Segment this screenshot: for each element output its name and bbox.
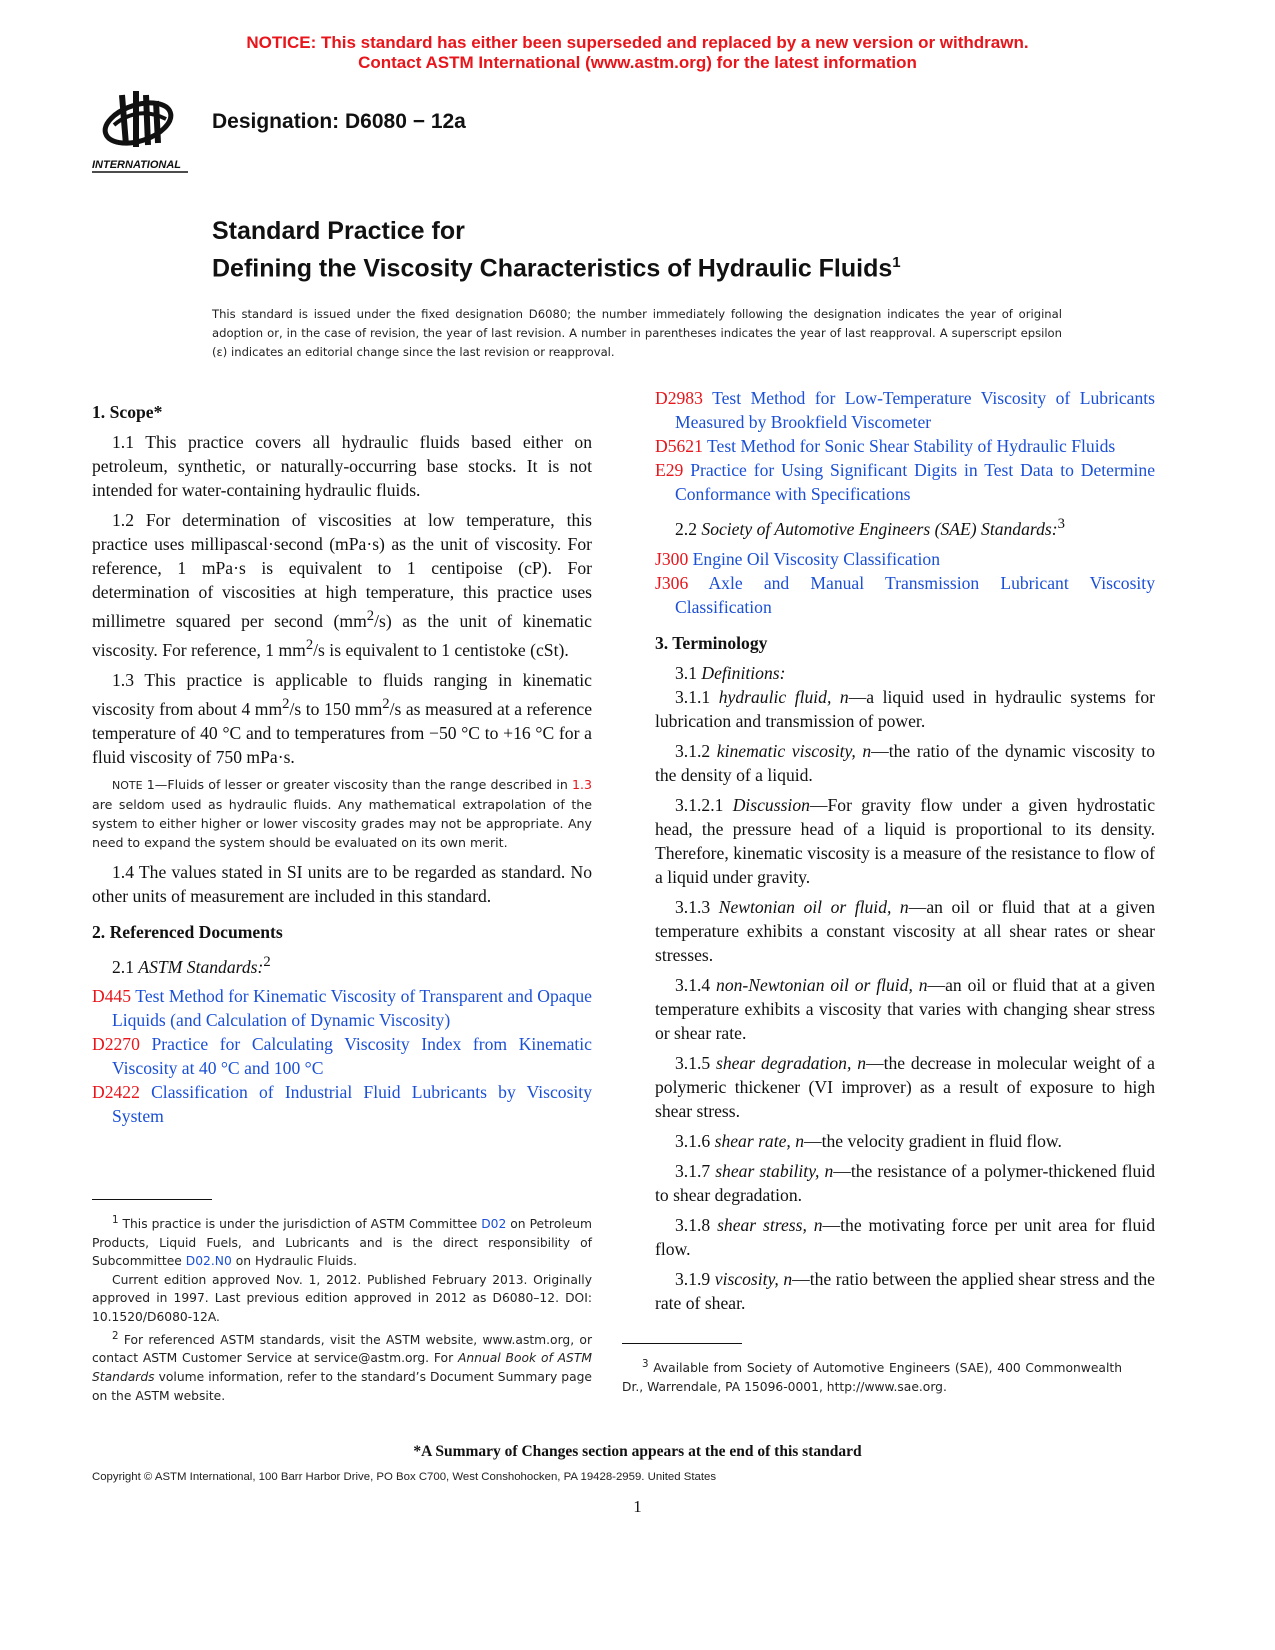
document-title <box>212 215 901 284</box>
ref-list-left <box>92 984 592 1128</box>
definition-item: 3.1.5 shear degradation, n—the decrease in molecular weight of a polymeric thickener (VI improver) as a result of exposure to high shear stress. <box>655 1052 1155 1121</box>
footnote-1-edition: Current edition approved Nov. 1, 2012. Published February 2013. Originally approved in 1997. Last previous edition approved in 2012 as D6080–12. DOI: 10.1520/D6080-12A. <box>92 1272 592 1325</box>
definitions-label: 3.1 Definitions: <box>675 662 786 683</box>
definition-term: hydraulic fluid, n <box>718 686 849 707</box>
issued-statement: This standard is issued under the fixed designation D6080; the number immediately following the designation indicates the year of original adoption or, in the case of revision, the year of last revision. A number in parentheses indicates the year of last reapproval. A superscript epsilon (ε) indicates an editorial change since the last revision or reapproval. <box>212 307 1062 359</box>
definition-term: viscosity, n <box>714 1268 793 1289</box>
definition-item: 3.1.4 non-Newtonian oil or fluid, n—an oil or fluid that at a given temperature exhibits a viscosity that varies with changing shear stress or shear rate. <box>655 974 1155 1043</box>
definition-item: 3.1.1 hydraulic fluid, n—a liquid used in hydraulic systems for lubrication and transmission of power. <box>655 686 1155 731</box>
definition-term: Newtonian oil or fluid, n <box>718 896 909 917</box>
link-d02[interactable]: D02 <box>481 1217 507 1232</box>
definition-item: 3.1.9 viscosity, n—the ratio between the applied shear stress and the rate of shear. <box>655 1268 1155 1313</box>
link-d02-n0[interactable]: D02.N0 <box>185 1254 232 1269</box>
definition-term: kinematic viscosity, n <box>716 740 872 761</box>
ref-j306[interactable]: J306 Axle and Manual Transmission Lubricant Viscosity Classification <box>655 572 1155 617</box>
left-column <box>92 400 592 1134</box>
ref-d2270[interactable]: D2270 Practice for Calculating Viscosity Index from Kinematic Viscosity at 40 °C and 100 °C <box>92 1034 592 1079</box>
footnotes-right <box>622 1355 1122 1396</box>
terminology-heading: 3. Terminology <box>655 632 768 653</box>
supersede-notice <box>0 33 1275 73</box>
scope-1-2: 1.2 For determination of viscosities at low temperature, this practice uses millipascal·second (mPa·s) as the unit of viscosity. For reference, 1 mPa·s is equivalent to 1 centipoise (cP). For determination of viscosities at high temperature, this practice uses millimetre squared per second $(mm^2/s)$ as the unit of kinematic viscosity. For reference, 1 $mm^2/s$ is equivalent to 1 centistoke (cSt). <box>92 510 592 660</box>
footnotes-left <box>92 1211 592 1405</box>
ref-e29[interactable]: E29 Practice for Using Significant Digits in Test Data to Determine Conformance with Specifications <box>655 460 1155 504</box>
title-line-1: Standard Practice for <box>212 217 465 245</box>
definition-term: shear rate, n <box>714 1130 805 1151</box>
ref-d2983[interactable]: D2983 Test Method for Low-Temperature Viscosity of Lubricants Measured by Brookfield Viscometer <box>655 388 1155 432</box>
footnote-rule-right <box>622 1343 742 1344</box>
scope-1-4: 1.4 The values stated in SI units are to be regarded as standard. No other units of measurement are included in this standard. <box>92 861 592 906</box>
note-link-1-3[interactable]: 1.3 <box>571 776 592 792</box>
definition-term: shear degradation, n <box>716 1052 866 1073</box>
scope-1-3: 1.3 This practice is applicable to fluids ranging in kinematic viscosity from about 4 $mm^2/s$ to 150 $mm^2/s$ as measured at a reference temperature of 40 °C and to temperatures from −50 °C to +16 °C for a fluid viscosity of 750 mPa·s. <box>92 669 593 767</box>
definition-item: 3.1.3 Newtonian oil or fluid, n—an oil or fluid that at a given temperature exhibits a constant viscosity at all shear rates or shear stresses. <box>655 896 1155 965</box>
right-column <box>655 386 1155 1321</box>
note-1: NOTE 1—Fluids of lesser or greater viscosity than the range described in 1.3 are seldom used as hydraulic fluids. Any mathematical extrapolation of the system to either higher or lower viscosity grades may not be appropriate. Any need to expand the system should be evaluated on its own merit. <box>92 776 592 850</box>
footnote-2: $^2$ For referenced ASTM standards, visit the ASTM website, www.astm.org, or contact ASTM Customer Service at service@astm.org. For Annual Book of ASTM Standards volume information, refer to the standard’s Document Summary page on the ASTM website. <box>92 1329 592 1403</box>
ref-d2422[interactable]: D2422 Classification of Industrial Fluid Lubricants by Viscosity System <box>92 1082 592 1127</box>
definition-list <box>655 685 1155 1315</box>
definition-item: 3.1.8 shear stress, n—the motivating force per unit area for fluid flow. <box>655 1214 1155 1259</box>
astm-standards-label: 2.1 ASTM Standards:$^2$ <box>112 953 271 977</box>
notice-line-1: NOTICE: This standard has either been superseded and replaced by a new version or withdrawn. <box>246 33 1029 52</box>
refdocs-heading: 2. Referenced Documents <box>92 921 283 942</box>
footnote-3: $^3$ Available from Society of Automotive Engineers (SAE), 400 Commonwealth Dr., Warrendale, PA 15096-0001, http://www.sae.org. <box>622 1358 1122 1394</box>
definition-item: 3.1.2.1 Discussion—For gravity flow under a given hydrostatic head, the pressure head of a liquid is proportional to its density. Therefore, kinematic viscosity is a measure of the resistance to flow of a liquid under gravity. <box>655 794 1155 887</box>
designation: Designation: D6080 − 12a <box>212 110 466 133</box>
sae-standards-label: 2.2 Society of Automotive Engineers (SAE) Standards:$^3$ <box>675 516 1065 539</box>
definition-term: Discussion <box>732 794 810 815</box>
definition-term: shear stress, n <box>717 1214 823 1235</box>
ref-d445[interactable]: D445 Test Method for Kinematic Viscosity of Transparent and Opaque Liquids (and Calculation of Dynamic Viscosity) <box>92 986 592 1031</box>
page-number: 1 <box>633 1497 642 1516</box>
ref-j300[interactable]: J300 Engine Oil Viscosity Classification <box>655 548 940 569</box>
logo-text: INTERNATIONAL <box>92 159 182 171</box>
astm-logo <box>92 85 192 177</box>
ref-list-sae <box>655 547 1155 619</box>
footnote-rule-left <box>92 1199 212 1200</box>
scope-heading: 1. Scope* <box>92 402 163 422</box>
definition-item: 3.1.7 shear stability, n—the resistance of a polymer-thickened fluid to shear degradation. <box>655 1160 1155 1205</box>
notice-line-2: Contact ASTM International (www.astm.org) for the latest information <box>358 53 917 72</box>
definition-item: 3.1.6 shear rate, n—the velocity gradient in fluid flow. <box>675 1130 1062 1151</box>
definition-item: 3.1.2 kinematic viscosity, n—the ratio of the dynamic viscosity to the density of a liquid. <box>655 740 1155 785</box>
title-line-2: Defining the Viscosity Characteristics of Hydraulic Fluids$^1$ <box>212 254 901 283</box>
definition-term: non-Newtonian oil or fluid, n <box>716 974 928 995</box>
summary-of-changes: *A Summary of Changes section appears at the end of this standard <box>413 1443 862 1460</box>
ref-list-right <box>655 386 1155 506</box>
scope-1-1: 1.1 This practice covers all hydraulic fluids based either on petroleum, synthetic, or naturally-occurring base stocks. It is not intended for water-containing hydraulic fluids. <box>92 432 592 500</box>
footnote-1: $^1$ This practice is under the jurisdiction of ASTM Committee D02 on Petroleum Products, Liquid Fuels, and Lubricants and is the direct responsibility of Subcommittee D02.N0 on Hydraulic Fluids. <box>92 1214 592 1269</box>
definition-term: shear stability, n <box>715 1160 834 1181</box>
copyright-line: Copyright © ASTM International, 100 Barr Harbor Drive, PO Box C700, West Conshohocken, PA 19428-2959. United States <box>92 1471 717 1483</box>
ref-d5621[interactable]: D5621 Test Method for Sonic Shear Stability of Hydraulic Fluids <box>655 436 1116 456</box>
